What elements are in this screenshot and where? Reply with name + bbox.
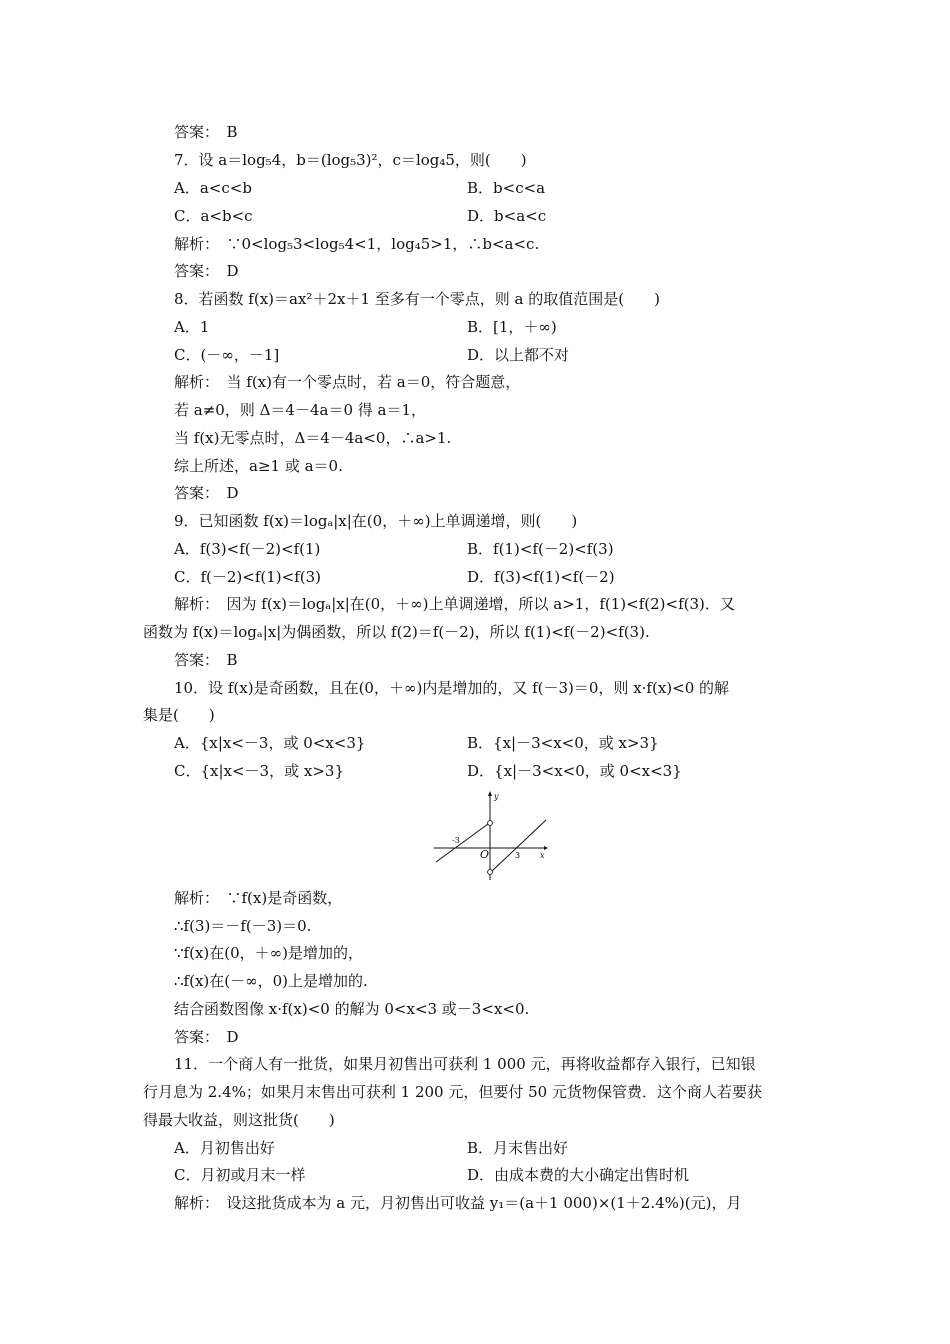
q9-option-c: C．f(－2)<f(1)<f(3) bbox=[174, 568, 322, 586]
q8-stem: 8．若函数 f(x)＝ax²＋2x＋1 至多有一个零点，则 a 的取值范围是( ) bbox=[174, 290, 660, 308]
q10-analysis-line: ∵f(x)在(0，＋∞)是增加的， bbox=[174, 944, 364, 962]
q8-answer: 答案： D bbox=[174, 484, 239, 502]
q10-analysis-line: 解析： ∵f(x)是奇函数， bbox=[174, 889, 343, 907]
q8-option-c: C．(－∞，－1] bbox=[174, 346, 280, 364]
q11-stem-line: 11．一个商人有一批货，如果月初售出可获利 1 000 元，再将收益都存入银行，已知银 bbox=[174, 1055, 756, 1073]
q7-answer: 答案： D bbox=[174, 262, 239, 280]
y-axis-label: y bbox=[494, 792, 499, 801]
q10-option-d: D．{x|－3<x<0，或 0<x<3} bbox=[467, 762, 682, 780]
q7-analysis: 解析： ∵0<log₅3<log₅4<1，log₄5>1，∴b<a<c. bbox=[174, 235, 540, 253]
right-branch-line bbox=[492, 820, 546, 871]
q6-answer: 答案： B bbox=[174, 123, 238, 141]
q9-answer: 答案： B bbox=[174, 651, 238, 669]
q10-stem-line: 10．设 f(x)是奇函数，且在(0，＋∞)内是增加的，又 f(－3)＝0，则 x·f(x)<0 的解 bbox=[174, 679, 730, 697]
q8-option-b: B．[1，＋∞) bbox=[467, 318, 557, 336]
y-axis-arrow-icon bbox=[488, 791, 492, 796]
q9-option-d: D．f(3)<f(1)<f(－2) bbox=[467, 568, 615, 586]
x-axis-label: x bbox=[540, 851, 545, 860]
open-point-bottom bbox=[488, 870, 493, 875]
q8-analysis-line: 若 a≠0，则 Δ＝4－4a＝0 得 a＝1， bbox=[174, 401, 427, 419]
origin-label: O bbox=[480, 848, 490, 861]
q10-option-c: C．{x|x<－3，或 x>3} bbox=[174, 762, 344, 780]
q11-stem-line: 得最大收益，则这批货( ) bbox=[143, 1111, 335, 1129]
q11-option-b: B．月末售出好 bbox=[467, 1139, 569, 1157]
q9-option-b: B．f(1)<f(－2)<f(3) bbox=[467, 540, 614, 558]
q11-option-c: C．月初或月末一样 bbox=[174, 1166, 306, 1184]
q11-stem-line: 行月息为 2.4%；如果月末售出可获利 1 200 元，但要付 50 元货物保管费．这个商人若要获 bbox=[143, 1083, 762, 1101]
tick-label-3: 3 bbox=[515, 851, 521, 860]
q11-analysis: 解析： 设这批货成本为 a 元，月初售出可收益 y₁＝(a＋1 000)×(1＋2.4%)(元)，月 bbox=[174, 1194, 742, 1212]
q7-stem: 7．设 a＝log₅4，b＝(log₅3)²，c＝log₄5，则( ) bbox=[174, 151, 527, 169]
q8-analysis-line: 综上所述，a≥1 或 a＝0. bbox=[174, 457, 343, 475]
q10-answer: 答案： D bbox=[174, 1028, 239, 1046]
q10-analysis-line: 结合函数图像 x·f(x)<0 的解为 0<x<3 或－3<x<0. bbox=[174, 1000, 530, 1018]
q10-option-b: B．{x|－3<x<0，或 x>3} bbox=[467, 734, 659, 752]
q9-analysis-line: 解析： 因为 f(x)＝logₐ|x|在(0，＋∞)上单调递增，所以 a>1，f(1)<f(2)<f(3)．又 bbox=[174, 595, 735, 613]
q9-stem: 9．已知函数 f(x)＝logₐ|x|在(0，＋∞)上单调递增，则( ) bbox=[174, 512, 578, 530]
q7-option-d: D．b<a<c bbox=[467, 207, 547, 225]
q10-analysis-line: ∴f(x)在(－∞，0)上是增加的. bbox=[174, 972, 368, 990]
q11-option-d: D．由成本费的大小确定出售时机 bbox=[467, 1166, 690, 1184]
q7-option-a: A．a<c<b bbox=[174, 179, 252, 197]
q8-option-d: D．以上都不对 bbox=[467, 346, 570, 364]
odd-function-graph bbox=[432, 790, 548, 882]
tick-label-neg3: -3 bbox=[452, 836, 460, 845]
q7-option-c: C．a<b<c bbox=[174, 207, 253, 225]
q10-stem-line: 集是( ) bbox=[143, 706, 215, 724]
q9-analysis-line: 函数为 f(x)＝logₐ|x|为偶函数，所以 f(2)＝f(－2)，所以 f(1)<f(－2)<f(3). bbox=[143, 623, 650, 641]
open-point-top bbox=[488, 821, 493, 826]
q10-option-a: A．{x|x<－3，或 0<x<3} bbox=[174, 734, 366, 752]
x-axis-arrow-icon bbox=[544, 846, 548, 850]
q10-analysis-line: ∴f(3)＝－f(－3)＝0. bbox=[174, 917, 312, 935]
q8-analysis-line: 解析： 当 f(x)有一个零点时，若 a＝0，符合题意， bbox=[174, 373, 521, 391]
q11-option-a: A．月初售出好 bbox=[174, 1139, 275, 1157]
q7-option-b: B．b<c<a bbox=[467, 179, 546, 197]
q8-option-a: A．1 bbox=[174, 318, 210, 336]
q8-analysis-line: 当 f(x)无零点时，Δ＝4－4a<0，∴a>1. bbox=[174, 429, 452, 447]
q9-option-a: A．f(3)<f(－2)<f(1) bbox=[174, 540, 321, 558]
